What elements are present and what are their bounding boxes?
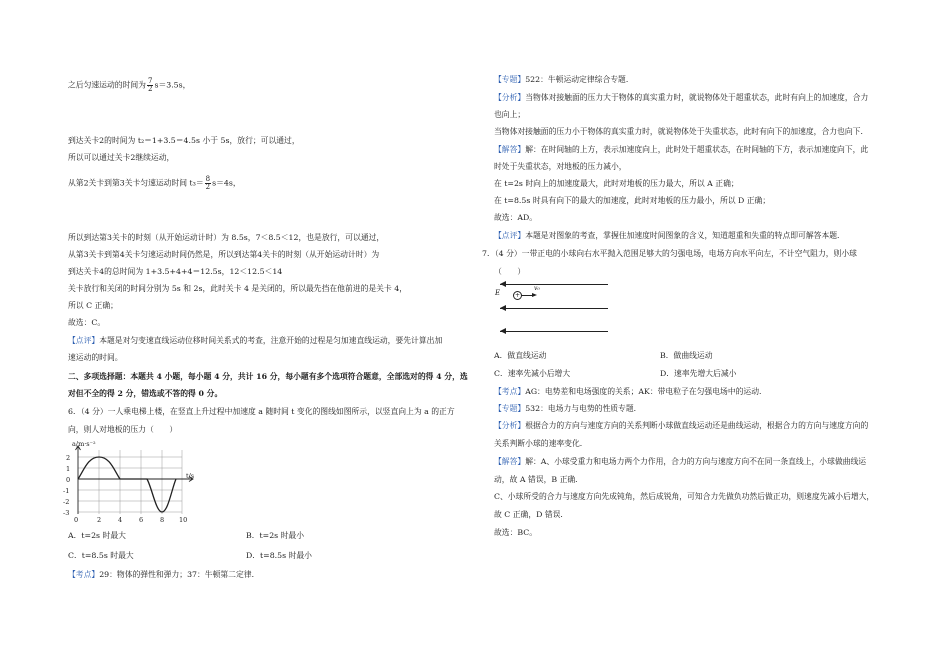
fraction — [205, 176, 211, 191]
line-pass-gate2: 所以可以通过关卡2继续运动， — [68, 153, 175, 162]
line-fenxi — [494, 93, 868, 104]
section-title-cont: 对但不全的得 2 分，错选或不答的得 0 分。 — [68, 389, 223, 398]
line-zhuanti — [494, 75, 634, 86]
line-zhuanti-q7 — [494, 404, 641, 415]
line-c-correct: 所以 C 正确； — [68, 301, 118, 310]
q6-option-d: D．t=8.5s 时最小 — [246, 551, 312, 560]
q7-option-d: D．速率先增大后减小 — [660, 369, 737, 378]
text-segment: 532：电场力与电势的性质专题． — [525, 404, 642, 413]
text-segment: 本题是对匀变速直线运动位移时间关系式的考查，注意开始的过程是匀加速直线运动，要先计算出加 — [99, 336, 443, 345]
field-e-label: E — [495, 289, 501, 297]
line-fenxi-weightless: 当物体对接触面的压力小于物体的真实重力时，就说物体处于失重状态，此时有向下的加速度，合力也向下． — [494, 127, 869, 136]
field-line — [500, 308, 608, 309]
text-segment: 解：A、小球受重力和电场力两个力作用，合力的方向与速度方向不在同一条直线上，小球做曲线运 — [525, 457, 867, 466]
line-jieda-t85: 在 t=8.5s 时具有向下的最大的加速度，此时对地板的压力最小，所以 D 正确； — [494, 196, 771, 205]
fenxi-tag: 【分析】 — [494, 421, 526, 430]
graph-x-tick: 2 — [97, 516, 102, 524]
zhuanti-tag: 【专题】 — [494, 404, 526, 413]
line-answer-bc: 故选：BC。 — [494, 528, 538, 537]
line-fenxi-q7-cont: 关系判断小球的速率变化． — [494, 439, 588, 448]
text-segment: 本题是对图象的考查，掌握住加速度时间图象的含义，知道超重和失重的特点即可解答本题． — [525, 231, 845, 240]
section-title: 二、多项选择题：本题共 4 小题，每小题 4 分，共计 16 分，每小题有多个选项符合题意，全部选对的得 4 分，选 — [68, 372, 468, 381]
text-segment: 522：牛顿运动定律综合专题． — [525, 75, 634, 84]
fraction-denominator: 2 — [147, 85, 153, 93]
velocity-arrowhead — [532, 293, 537, 297]
comment-tag: 【点评】 — [68, 336, 100, 345]
q6-option-a: A．t=2s 时最大 — [68, 531, 126, 540]
graph-y-tick: -1 — [63, 487, 70, 495]
line-arrive-gate3: 所以到达第3关卡的时刻（从开始运动计时）为 8.5s，7＜8.5＜12，也是放行，可以通过， — [68, 233, 385, 242]
text-segment: AG：电势差和电场强度的关系；AK：带电粒子在匀强电场中的运动． — [525, 387, 767, 396]
q6-option-c: C．t=8.5s 时最大 — [68, 551, 134, 560]
line-answer-ad: 故选：AD。 — [494, 213, 538, 222]
line-jieda-q7-c: C、小球所受的合力与速度方向先成钝角，然后成锐角，可知合力先做负功然后做正功，则速度先减小后增大， — [494, 492, 875, 501]
line-comment — [68, 336, 442, 347]
q7-option-b: B．做曲线运动 — [660, 351, 713, 360]
graph-x-tick: 4 — [118, 516, 123, 524]
line-dianping — [494, 231, 845, 242]
line-gate3-to-gate4: 从第3关卡到第4关卡匀速运动时间仍然是，所以到达第4关卡的时刻（从开始运动计时）为 — [68, 250, 380, 259]
line-uniform-time — [68, 78, 190, 93]
field-arrowhead — [500, 328, 506, 334]
text-segment: 之后匀速运动的时间为 — [68, 80, 146, 90]
question-7-stem: 7．（4 分）一带正电的小球向右水平抛入范围足够大的匀强电场，电场方向水平向左，不计空气阻力，则小球 — [482, 249, 857, 258]
line-jieda-q7-cd: 故 C 正确，D 错误． — [494, 510, 569, 519]
line-jieda-t2: 在 t=2s 时向上的加速度最大，此时对地板的压力最大，所以 A 正确； — [494, 179, 739, 188]
line-answer: 故选：C。 — [68, 318, 106, 327]
acceleration-time-graph — [62, 440, 202, 528]
fraction-numerator: 8 — [205, 175, 211, 183]
graph-y-tick: 1 — [66, 465, 71, 473]
kaodian-tag: 【考点】 — [494, 387, 526, 396]
q7-option-c: C．速率先减小后增大 — [494, 369, 571, 378]
line-jieda — [494, 145, 868, 156]
line-jieda-q7 — [494, 457, 866, 468]
fraction — [147, 78, 153, 93]
line-jieda-cont: 时处于失重状态，对地板的压力减小， — [494, 162, 627, 171]
text-segment: 解：在时间轴的上方，表示加速度向上，此时处于超重状态，在时间轴的下方，表示加速度向下，此 — [525, 145, 869, 154]
field-line — [500, 331, 608, 332]
graph-y-tick: -3 — [63, 509, 70, 517]
acceleration-curve — [78, 457, 176, 512]
text-segment: 从第2关卡到第3关卡匀速运动时间 t₃＝ — [68, 178, 204, 188]
line-total-time: 到达关卡4的总时间为 1+3.5+4+4＝12.5s，12＜12.5＜14 — [68, 267, 283, 276]
fenxi-tag: 【分析】 — [494, 93, 526, 102]
line-kaodian-q7 — [494, 387, 767, 398]
field-line — [500, 284, 608, 285]
charged-ball: + — [514, 292, 521, 299]
line-jieda-q7-ab: 动，故 A 错误，B 正确． — [494, 475, 583, 484]
graph-x-label: t/s — [186, 472, 195, 480]
question-6-stem-cont: 向，则人对地板的压力（ ） — [68, 425, 178, 434]
line-arrive-gate2: 到达关卡2的时间为 t₂＝1+3.5＝4.5s 小于 5s，放行；可以通过， — [68, 136, 300, 145]
graph-y-tick: 2 — [66, 454, 71, 462]
q6-kaodian — [68, 570, 259, 581]
text-segment: s＝3.5s， — [154, 80, 191, 90]
zhuanti-tag: 【专题】 — [494, 75, 526, 84]
line-gate4-closed: 关卡放行和关闭的时间分别为 5s 和 2s，此时关卡 4 是关闭的，所以最先挡在他前进的是关卡 4， — [68, 284, 407, 293]
jieda-tag: 【解答】 — [494, 457, 526, 466]
graph-x-tick: 10 — [179, 516, 188, 524]
graph-y-tick: 0 — [66, 476, 71, 484]
text-segment: 根据合力的方向与速度方向的关系判断小球做直线运动还是曲线运动，根据合力的方向与速度方向的 — [525, 421, 869, 430]
q7-option-a: A．做直线运动 — [494, 351, 547, 360]
text-segment: 29：物体的弹性和弹力；37：牛顿第二定律． — [99, 570, 260, 579]
graph-grid — [78, 450, 182, 514]
field-arrowhead — [500, 305, 506, 311]
graph-x-tick: 8 — [160, 516, 165, 524]
q6-option-b: B．t=2s 时最小 — [246, 531, 305, 540]
text-segment: s＝4s， — [212, 178, 241, 188]
kaodian-tag: 【考点】 — [68, 570, 100, 579]
graph-y-tick: -2 — [63, 498, 70, 506]
graph-x-tick: 6 — [139, 516, 144, 524]
jieda-tag: 【解答】 — [494, 145, 526, 154]
line-fenxi-q7 — [494, 421, 868, 432]
question-6-stem: 6．（4 分）一人乘电梯上楼，在竖直上升过程中加速度 a 随时间 t 变化的图线如图所示，以竖直向上为 a 的正方 — [68, 407, 455, 416]
graph-x-tick: 0 — [74, 516, 79, 524]
line-comment-cont: 速运动的时间。 — [68, 353, 123, 362]
text-segment: 当物体对接触面的压力大于物体的真实重力时，就说物体处于超重状态，此时有向上的加速度，合力 — [525, 93, 869, 102]
fraction-denominator: 2 — [205, 183, 211, 191]
dianping-tag: 【点评】 — [494, 231, 526, 240]
line-gate2-to-gate3 — [68, 176, 241, 191]
velocity-label: v₀ — [534, 285, 540, 292]
field-arrowhead — [500, 281, 506, 287]
graph-y-label: a/m·s⁻² — [72, 440, 96, 448]
fraction-numerator: 7 — [147, 77, 153, 85]
question-7-stem-cont: （ ） — [494, 267, 526, 276]
line-fenxi-cont: 也向上； — [494, 110, 526, 119]
